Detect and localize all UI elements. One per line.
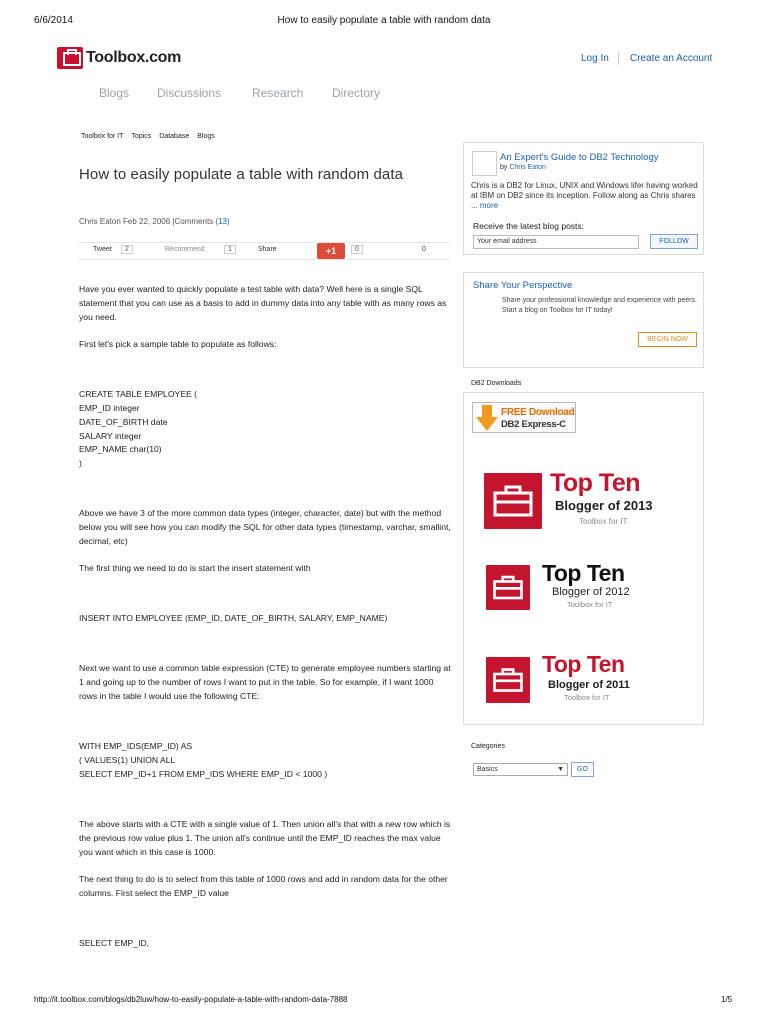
byline: Chris Eaton Feb 22, 2006 |Comments (13) [79,217,230,226]
nav-research[interactable]: Research [252,86,304,100]
blog-author-box [463,142,704,255]
award-toolbox: Toolbox for IT [564,693,610,702]
chevron-down-icon: ▼ [557,766,564,773]
award-blogger: Blogger of 2013 [555,498,653,513]
breadcrumb-blogs[interactable]: Blogs [197,133,215,140]
nav-directory[interactable]: Directory [332,86,381,100]
paragraph-cte: Next we want to use a common table expression (CTE) to generate employee numbers starting at 1 and going up to the number of rows I want to put in the table. So for example, if I want 1000 rows in the table I would use the following CTE: [79,663,451,701]
more-link[interactable]: more [479,201,499,210]
recommend-count: 1 [224,245,236,254]
code-create-line-2: EMP_ID integer [79,403,140,413]
main-nav [99,86,380,100]
db2-downloads-box [463,392,704,725]
tweet-count: 2 [121,245,133,254]
code-select: SELECT EMP_ID, [79,938,150,948]
recommend-button[interactable]: Recommend [165,246,205,253]
logo-text: Toolbox.com [86,49,182,66]
receive-label: Receive the latest blog posts: [473,221,585,231]
code-create-line-1: CREATE TABLE EMPLOYEE ( [79,389,197,399]
other-share-count: 0 [422,246,426,253]
by-prefix: by [500,164,508,171]
login-link[interactable]: Log In [581,53,609,64]
code-cte-line-2: ( VALUES(1) UNION ALL [79,755,176,765]
free-download-text: FREE Download [501,407,575,418]
award-blogger: Blogger of 2012 [552,586,630,598]
auth-divider [618,51,619,65]
tweet-button[interactable]: Tweet [93,246,112,253]
download-arrow-icon [476,405,498,431]
db2-downloads-label: DB2 Downloads [471,380,522,387]
award-top-ten: Top Ten [542,651,625,677]
toolbox-icon [57,47,83,69]
award-top-ten: Top Ten [542,560,625,586]
blog-title-link[interactable]: An Expert's Guide to DB2 Technology [500,152,659,163]
breadcrumb-database[interactable]: Database [159,133,190,140]
nav-discussions[interactable]: Discussions [157,86,222,100]
byline-author[interactable]: Chris Eaton [79,217,121,226]
byline-date: Feb 22, 2006 [123,217,171,226]
award-2013[interactable] [484,469,694,533]
byline-comments-count[interactable]: (13) [215,217,230,226]
paragraph-insert-start: The first thing we need to do is start the insert statement with [79,563,311,573]
blog-description [471,181,699,211]
code-create-line-4: SALARY integer [79,431,142,441]
categories-select[interactable] [473,763,568,776]
award-toolbox: Toolbox for IT [579,517,628,526]
print-date: 6/6/2014 [34,15,73,26]
db2-express-text: DB2 Express-C [501,419,566,430]
paragraph-select-next: The next thing to do is to select from this table of 1000 rows and add in random data for the other columns. First select the EMP_ID value [79,874,448,898]
code-cte-line-3: SELECT EMP_ID+1 FROM EMP_IDS WHERE EMP_ID < 1000 ) [79,769,328,779]
paragraph-intro: Have you ever wanted to quickly populate a test table with data? Well here is a single SQL statement that you can use as a basis to add in dummy data into any table with as many rows as you need. [79,284,447,322]
paragraph-cte-explain: The above starts with a CTE with a single value of 1. Then union all's that with a new row which is the previous row value plus 1. The union all's continue until the EMP_ID reaches the max value you want which in this case is 1000. [79,819,451,857]
code-cte-line-1: WITH EMP_IDS(EMP_ID) AS [79,741,193,751]
toolbox-award-icon [484,473,542,529]
share-perspective-box [463,272,704,368]
breadcrumb [81,133,215,140]
create-account-link[interactable]: Create an Account [630,53,713,64]
nav-blogs[interactable]: Blogs [99,86,130,100]
categories-selected: Basics [477,766,498,773]
share-perspective-heading: Share Your Perspective [473,280,573,291]
code-create-line-3: DATE_OF_BIRTH date [79,417,168,427]
categories-go-button[interactable]: GO [571,762,594,777]
award-2011[interactable] [486,651,686,705]
byline-comments-label[interactable]: Comments [174,217,214,226]
print-page-number: 1/5 [721,995,733,1004]
paragraph-sample-table: First let's pick a sample table to populate as follows: [79,339,277,349]
blog-author-line [500,164,546,171]
free-download-banner[interactable] [472,402,576,433]
print-title: How to easily populate a table with random data [277,15,491,26]
article-title: How to easily populate a table with random data [79,166,404,183]
blog-description-text: Chris is a DB2 for Linux, UNIX and Windows lifer having worked at IBM on DB2 since its inception. Follow along as Chris shares ... [471,181,698,210]
code-insert: INSERT INTO EMPLOYEE (EMP_ID, DATE_OF_BIRTH, SALARY, EMP_NAME) [79,613,388,623]
blog-author-link[interactable]: Chris Eaton [509,164,546,171]
follow-button[interactable]: FOLLOW [650,234,698,249]
award-toolbox: Toolbox for IT [567,600,613,609]
code-create-line-6: ) [79,458,82,468]
toolbox-award-icon [486,565,530,610]
award-2012[interactable] [486,560,686,613]
print-url: http://it.toolbox.com/blogs/db2luw/how-to-easily-populate-a-table-with-random-data-7888 [34,995,348,1004]
categories-label: Categories [471,743,505,750]
award-blogger: Blogger of 2011 [548,679,630,691]
author-avatar[interactable] [472,151,497,176]
toolbox-award-icon [486,657,530,703]
award-top-ten: Top Ten [550,469,640,497]
share-button[interactable]: Share [258,246,277,253]
share-perspective-desc: Share your professional knowledge and experience with peers. Start a blog on Toolbox for IT today! [502,297,697,314]
share-bar [79,242,449,260]
code-create-line-5: EMP_NAME char(10) [79,444,162,454]
breadcrumb-topics[interactable]: Topics [131,133,152,140]
site-logo[interactable] [57,47,181,69]
breadcrumb-toolbox[interactable]: Toolbox for IT [81,133,124,140]
paragraph-data-types: Above we have 3 of the more common data types (integer, character, date) but with the method below you will see how you can modify the SQL for other data types (timestamp, varchar, smallint, decimal, etc) [79,508,451,546]
email-input[interactable]: Your email address [473,235,639,249]
gplus-count: 0 [351,245,363,254]
begin-now-button[interactable]: BEGIN NOW [638,332,697,347]
gplus-button[interactable]: +1 [317,243,345,259]
